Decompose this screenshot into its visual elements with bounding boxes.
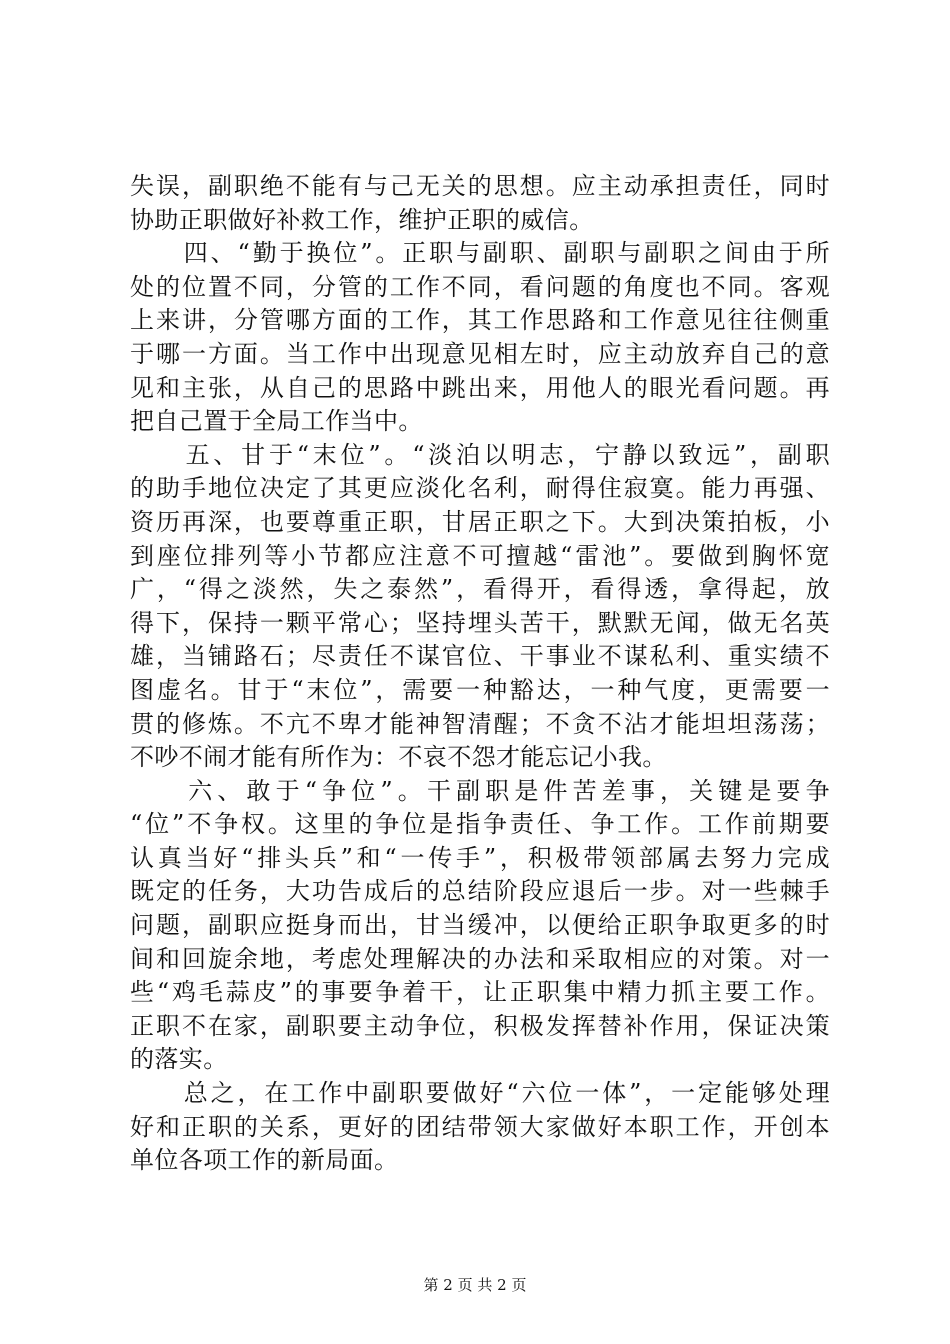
text-line: 四、“勤于换位”。正职与副职、副职与副职之间由于所 [130,239,830,268]
text-line: 把自己置于全局工作当中。 [130,407,423,436]
text-line: 总之，在工作中副职要做好“六位一体”，一定能够处理 [130,1079,830,1108]
text-line: 于哪一方面。当工作中出现意见相左时，应主动放弃自己的意 [130,339,830,368]
text-line: 图虚名。甘于“末位”，需要一种豁达，一种气度，更需要一 [130,675,830,704]
text-line: 间和回旋余地，考虑处理解决的办法和采取相应的对策。对一 [130,944,830,973]
text-line: 上来讲，分管哪方面的工作，其工作思路和工作意见往往侧重 [130,306,830,335]
text-line: 见和主张，从自己的思路中跳出来，用他人的眼光看问题。再 [130,373,830,402]
text-line: 雄，当铺路石；尽责任不谋官位、干事业不谋私利、重实绩不 [130,642,830,671]
text-line: 问题，副职应挺身而出，甘当缓冲，以便给正职争取更多的时 [130,911,830,940]
text-line: 广，“得之淡然，失之泰然”，看得开，看得透，拿得起，放 [130,575,830,604]
text-line: 失误，副职绝不能有与己无关的思想。应主动承担责任，同时 [130,172,830,200]
text-line: 处的位置不同，分管的工作不同，看问题的角度也不同。客观 [130,272,830,301]
text-line: 六、敢于“争位”。干副职是件苦差事，关键是要争 [130,776,830,805]
document-body [130,170,830,1178]
page-number-footer: 第 2 页 共 2 页 [423,1276,527,1294]
text-line: 资历再深，也要尊重正职，甘居正职之下。大到决策拍板，小 [130,507,830,536]
text-line: 协助正职做好补救工作，维护正职的威信。 [130,205,594,234]
text-line: 的助手地位决定了其更应淡化名利，耐得住寂寞。能力再强、 [130,474,830,503]
text-line: 得下，保持一颗平常心；坚持埋头苦干，默默无闻，做无名英 [130,608,830,637]
text-line: 到座位排列等小节都应注意不可擅越“雷池”。要做到胸怀宽 [130,541,830,570]
text-line: 些“鸡毛蒜皮”的事要争着干，让正职集中精力抓主要工作。 [130,978,830,1007]
text-line: 正职不在家，副职要主动争位，积极发挥替补作用，保证决策 [130,1011,830,1040]
text-line: 认真当好“排头兵”和“一传手”，积极带领部属去努力完成 [130,843,830,872]
text-line: “位”不争权。这里的争位是指争责任、争工作。工作前期要 [130,810,830,839]
text-line: 好和正职的关系，更好的团结带领大家做好本职工作，开创本 [130,1112,830,1141]
text-line: 贯的修炼。不亢不卑才能神智清醒；不贪不沾才能坦坦荡荡； [130,709,830,738]
text-line: 五、甘于“末位”。“淡泊以明志，宁静以致远”，副职 [130,440,830,469]
text-line: 不吵不闹才能有所作为：不哀不怨才能忘记小我。 [130,743,667,772]
text-line: 单位各项工作的新局面。 [130,1146,399,1175]
text-line: 的落实。 [130,1045,228,1074]
text-line: 既定的任务，大功告成后的总结阶段应退后一步。对一些棘手 [130,877,830,906]
